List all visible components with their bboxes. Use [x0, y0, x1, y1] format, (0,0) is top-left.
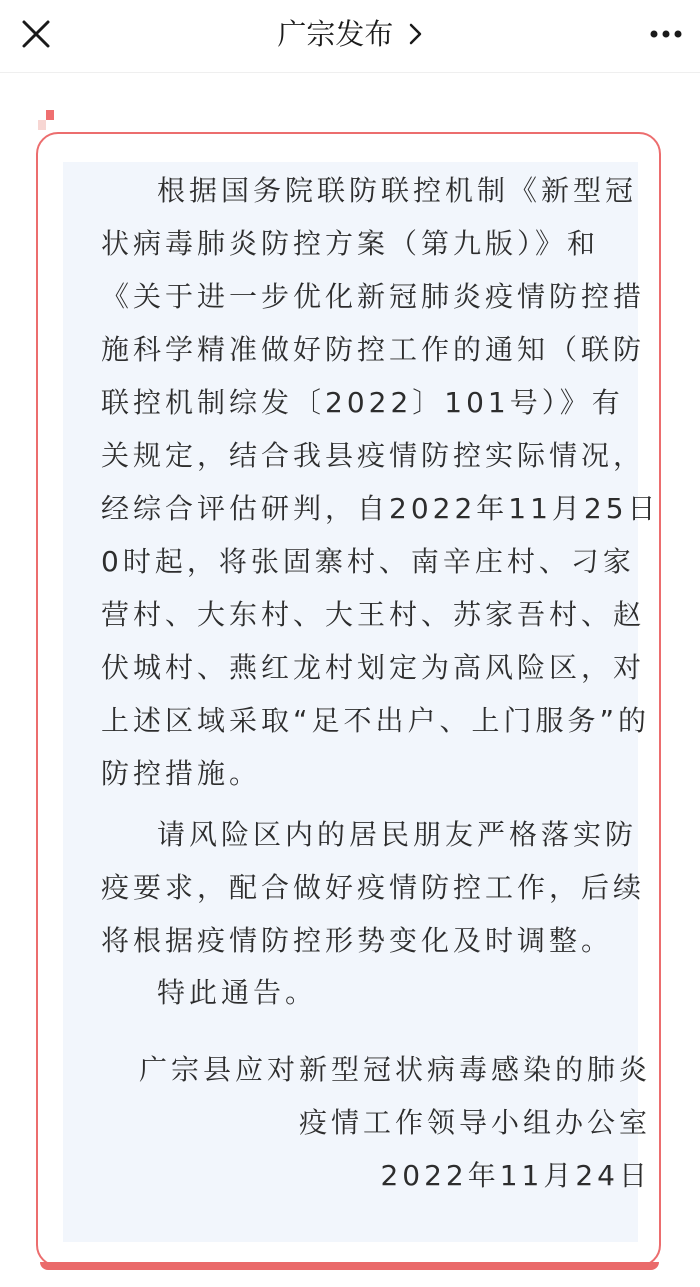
chevron-right-icon — [409, 16, 423, 56]
signature-date: 2022年11月24日 — [380, 1159, 651, 1192]
article-paragraph-1 — [101, 164, 660, 800]
article-line: 《关于进一步优化新冠肺炎疫情防控措 — [101, 280, 646, 313]
article-line: 防控措施。 — [101, 757, 262, 790]
more-horizontal-icon[interactable] — [646, 16, 686, 52]
article-line: 0时起，将张固寨村、南辛庄村、刁家 — [101, 545, 635, 578]
account-title-link[interactable] — [0, 14, 700, 56]
notice-card — [36, 132, 661, 1267]
signature-line: 疫情工作领导小组办公室 — [298, 1106, 651, 1139]
decorative-pixel — [38, 120, 46, 130]
article-line: 根据国务院联防联控机制《新型冠 — [157, 174, 638, 207]
article-line: 伏城村、燕红龙村划定为高风险区，对 — [101, 651, 646, 684]
article-line: 疫要求，配合做好疫情防控工作，后续 — [101, 871, 646, 904]
article-signature — [101, 1043, 651, 1202]
article-line: 营村、大东村、大王村、苏家吾村、赵 — [101, 598, 646, 631]
article-line: 经综合评估研判，自2022年11月25日 — [101, 492, 660, 525]
article-line: 上述区域采取“足不出户、上门服务”的 — [101, 704, 651, 737]
article-line: 请风险区内的居民朋友严格落实防 — [157, 818, 638, 851]
decorative-pixel — [46, 110, 54, 120]
card-bottom-accent — [40, 1262, 659, 1270]
article-line: 施科学精准做好防控工作的通知（联防 — [101, 333, 646, 366]
article-line: 联控机制综发〔2022〕101号）》有 — [101, 386, 624, 419]
article-paragraph-2 — [101, 808, 651, 967]
account-name[interactable]: 广宗发布 — [277, 17, 394, 51]
notice-text: 特此通告。 — [157, 976, 318, 1009]
article-notice — [101, 966, 651, 1019]
top-nav-bar — [0, 0, 700, 73]
article-line: 关规定，结合我县疫情防控实际情况， — [101, 439, 646, 472]
signature-line: 广宗县应对新型冠状病毒感染的肺炎 — [138, 1053, 651, 1086]
article-line: 将根据疫情防控形势变化及时调整。 — [101, 924, 614, 957]
notice-panel — [63, 162, 660, 1242]
article-line: 状病毒肺炎防控方案（第九版）》和 — [101, 227, 600, 260]
